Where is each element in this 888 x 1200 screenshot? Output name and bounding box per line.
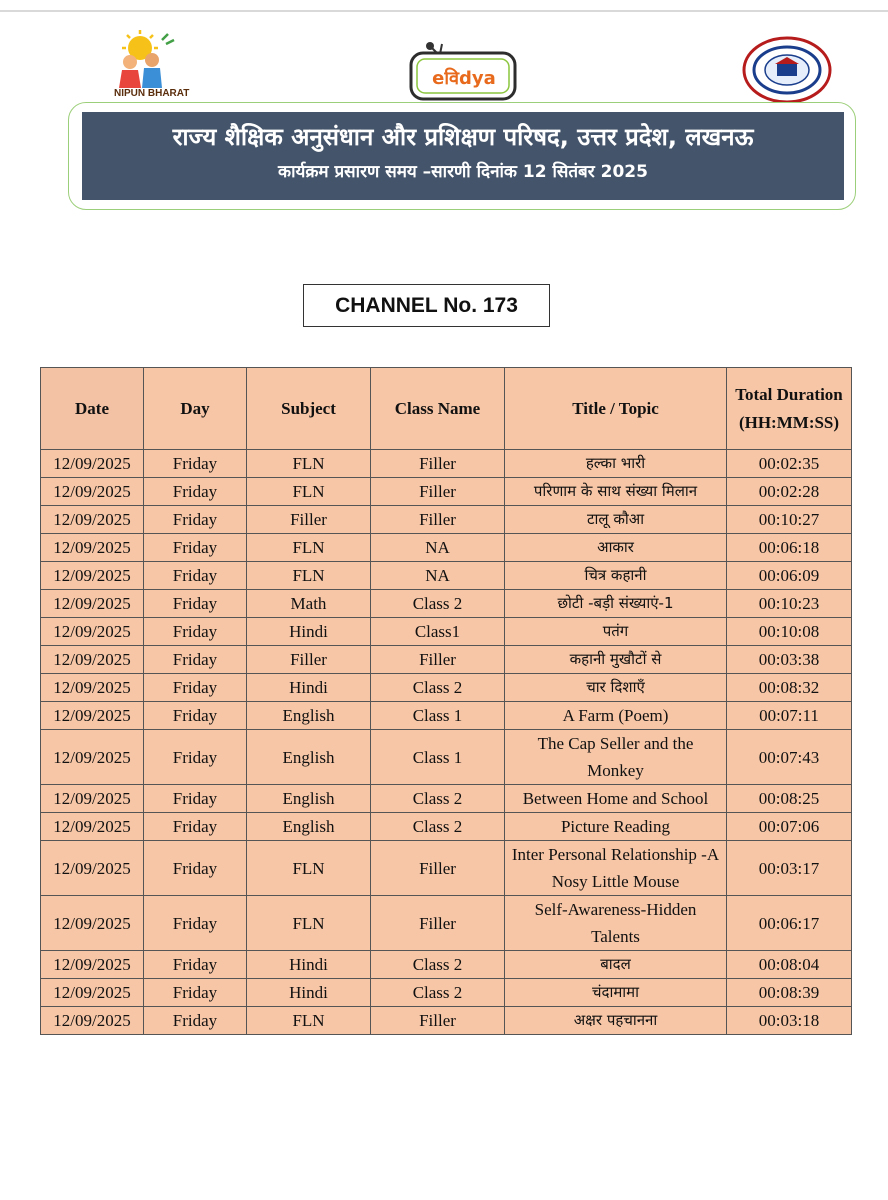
- cell-day: Friday: [144, 813, 247, 841]
- cell-class-name: Filler: [371, 896, 505, 951]
- cell-duration: 00:08:32: [727, 674, 852, 702]
- cell-day: Friday: [144, 702, 247, 730]
- cell-date: 12/09/2025: [41, 951, 144, 979]
- cell-duration: 00:06:09: [727, 562, 852, 590]
- cell-title: चार दिशाएँ: [505, 674, 727, 702]
- cell-subject: Hindi: [247, 674, 371, 702]
- cell-title: Inter Personal Relationship -A Nosy Little Mouse: [505, 841, 727, 896]
- cell-duration: 00:06:18: [727, 534, 852, 562]
- table-row: [41, 590, 852, 618]
- table-row: [41, 896, 852, 951]
- cell-class-name: Class 2: [371, 813, 505, 841]
- cell-date: 12/09/2025: [41, 841, 144, 896]
- cell-subject: Filler: [247, 646, 371, 674]
- table-row: [41, 1007, 852, 1035]
- cell-duration: 00:03:18: [727, 1007, 852, 1035]
- cell-duration: 00:02:28: [727, 478, 852, 506]
- cell-day: Friday: [144, 979, 247, 1007]
- cell-class-name: Filler: [371, 1007, 505, 1035]
- cell-day: Friday: [144, 785, 247, 813]
- table-row: [41, 979, 852, 1007]
- cell-subject: FLN: [247, 534, 371, 562]
- schedule-subtitle: कार्यक्रम प्रसारण समय –सारणी दिनांक 12 सितंबर 2025: [278, 162, 648, 182]
- cell-date: 12/09/2025: [41, 450, 144, 478]
- header-class-name: Class Name: [371, 368, 505, 450]
- cell-duration: 00:08:25: [727, 785, 852, 813]
- cell-class-name: Filler: [371, 841, 505, 896]
- table-row: [41, 646, 852, 674]
- schedule-table: [40, 367, 852, 1035]
- cell-date: 12/09/2025: [41, 896, 144, 951]
- cell-day: Friday: [144, 590, 247, 618]
- table-row: [41, 841, 852, 896]
- cell-title: The Cap Seller and the Monkey: [505, 730, 727, 785]
- cell-date: 12/09/2025: [41, 702, 144, 730]
- cell-duration: 00:10:27: [727, 506, 852, 534]
- cell-duration: 00:07:11: [727, 702, 852, 730]
- svg-text:eविdya: eविdya: [432, 68, 496, 89]
- table-row: [41, 618, 852, 646]
- header-day: Day: [144, 368, 247, 450]
- cell-title: A Farm (Poem): [505, 702, 727, 730]
- cell-date: 12/09/2025: [41, 646, 144, 674]
- cell-title: पतंग: [505, 618, 727, 646]
- cell-class-name: Class 2: [371, 674, 505, 702]
- cell-duration: 00:06:17: [727, 896, 852, 951]
- cell-title: Picture Reading: [505, 813, 727, 841]
- cell-subject: FLN: [247, 478, 371, 506]
- cell-duration: 00:07:06: [727, 813, 852, 841]
- cell-subject: English: [247, 785, 371, 813]
- cell-day: Friday: [144, 1007, 247, 1035]
- cell-title: परिणाम के साथ संख्या मिलान: [505, 478, 727, 506]
- cell-subject: Math: [247, 590, 371, 618]
- cell-date: 12/09/2025: [41, 562, 144, 590]
- cell-subject: FLN: [247, 896, 371, 951]
- cell-date: 12/09/2025: [41, 730, 144, 785]
- header-date: Date: [41, 368, 144, 450]
- cell-title: छोटी -बड़ी संख्याएं-1: [505, 590, 727, 618]
- cell-duration: 00:08:39: [727, 979, 852, 1007]
- cell-duration: 00:08:04: [727, 951, 852, 979]
- cell-date: 12/09/2025: [41, 785, 144, 813]
- cell-date: 12/09/2025: [41, 1007, 144, 1035]
- cell-date: 12/09/2025: [41, 979, 144, 1007]
- cell-day: Friday: [144, 841, 247, 896]
- cell-day: Friday: [144, 562, 247, 590]
- cell-day: Friday: [144, 450, 247, 478]
- cell-title: चित्र कहानी: [505, 562, 727, 590]
- table-row: [41, 506, 852, 534]
- cell-day: Friday: [144, 646, 247, 674]
- table-row: [41, 730, 852, 785]
- cell-date: 12/09/2025: [41, 534, 144, 562]
- table-row: [41, 674, 852, 702]
- cell-day: Friday: [144, 951, 247, 979]
- cell-subject: FLN: [247, 562, 371, 590]
- cell-class-name: Class1: [371, 618, 505, 646]
- cell-class-name: Class 1: [371, 702, 505, 730]
- cell-duration: 00:10:08: [727, 618, 852, 646]
- cell-title: कहानी मुखौटों से: [505, 646, 727, 674]
- cell-subject: Hindi: [247, 979, 371, 1007]
- header-title-topic: Title / Topic: [505, 368, 727, 450]
- cell-class-name: Class 1: [371, 730, 505, 785]
- table-row: [41, 562, 852, 590]
- cell-title: अक्षर पहचानना: [505, 1007, 727, 1035]
- svg-text:NIPUN BHARAT: NIPUN BHARAT: [114, 88, 190, 99]
- cell-class-name: Filler: [371, 478, 505, 506]
- cell-duration: 00:03:17: [727, 841, 852, 896]
- cell-title: बादल: [505, 951, 727, 979]
- cell-subject: Hindi: [247, 618, 371, 646]
- cell-subject: Hindi: [247, 951, 371, 979]
- cell-duration: 00:07:43: [727, 730, 852, 785]
- cell-title: Between Home and School: [505, 785, 727, 813]
- cell-class-name: NA: [371, 534, 505, 562]
- header-subject: Subject: [247, 368, 371, 450]
- cell-day: Friday: [144, 730, 247, 785]
- cell-class-name: NA: [371, 562, 505, 590]
- cell-class-name: Class 2: [371, 951, 505, 979]
- cell-duration: 00:03:38: [727, 646, 852, 674]
- cell-duration: 00:10:23: [727, 590, 852, 618]
- cell-subject: English: [247, 730, 371, 785]
- schedule-rows: [41, 450, 852, 1035]
- table-row: [41, 813, 852, 841]
- cell-date: 12/09/2025: [41, 506, 144, 534]
- cell-subject: FLN: [247, 1007, 371, 1035]
- cell-day: Friday: [144, 534, 247, 562]
- table-row: [41, 702, 852, 730]
- cell-title: हल्का भारी: [505, 450, 727, 478]
- cell-day: Friday: [144, 478, 247, 506]
- table-row: [41, 785, 852, 813]
- cell-subject: Filler: [247, 506, 371, 534]
- cell-date: 12/09/2025: [41, 590, 144, 618]
- cell-class-name: Class 2: [371, 979, 505, 1007]
- top-divider: [0, 10, 888, 12]
- cell-day: Friday: [144, 896, 247, 951]
- cell-date: 12/09/2025: [41, 813, 144, 841]
- cell-day: Friday: [144, 674, 247, 702]
- cell-date: 12/09/2025: [41, 618, 144, 646]
- scert-seal-logo: [742, 36, 832, 104]
- cell-subject: English: [247, 702, 371, 730]
- header-banner: [82, 112, 844, 200]
- cell-class-name: Filler: [371, 506, 505, 534]
- cell-date: 12/09/2025: [41, 674, 144, 702]
- cell-class-name: Filler: [371, 646, 505, 674]
- header-total-duration: Total Duration (HH:MM:SS): [727, 368, 852, 450]
- cell-title: चंदामामा: [505, 979, 727, 1007]
- cell-duration: 00:02:35: [727, 450, 852, 478]
- table-row: [41, 478, 852, 506]
- cell-title: आकार: [505, 534, 727, 562]
- cell-class-name: Class 2: [371, 590, 505, 618]
- organization-title: राज्य शैक्षिक अनुसंधान और प्रशिक्षण परिषद, उत्तर प्रदेश, लखनऊ: [172, 123, 754, 151]
- channel-label: CHANNEL No. 173: [303, 284, 550, 327]
- cell-subject: FLN: [247, 450, 371, 478]
- table-row: [41, 450, 852, 478]
- cell-title: Self-Awareness-Hidden Talents: [505, 896, 727, 951]
- evidya-logo: [408, 38, 520, 102]
- table-header-row: [41, 368, 852, 450]
- cell-subject: FLN: [247, 841, 371, 896]
- cell-day: Friday: [144, 618, 247, 646]
- cell-date: 12/09/2025: [41, 478, 144, 506]
- cell-subject: English: [247, 813, 371, 841]
- table-row: [41, 951, 852, 979]
- cell-class-name: Class 2: [371, 785, 505, 813]
- nipun-bharat-logo: [108, 30, 192, 104]
- cell-title: टालू कौआ: [505, 506, 727, 534]
- table-row: [41, 534, 852, 562]
- cell-class-name: Filler: [371, 450, 505, 478]
- cell-day: Friday: [144, 506, 247, 534]
